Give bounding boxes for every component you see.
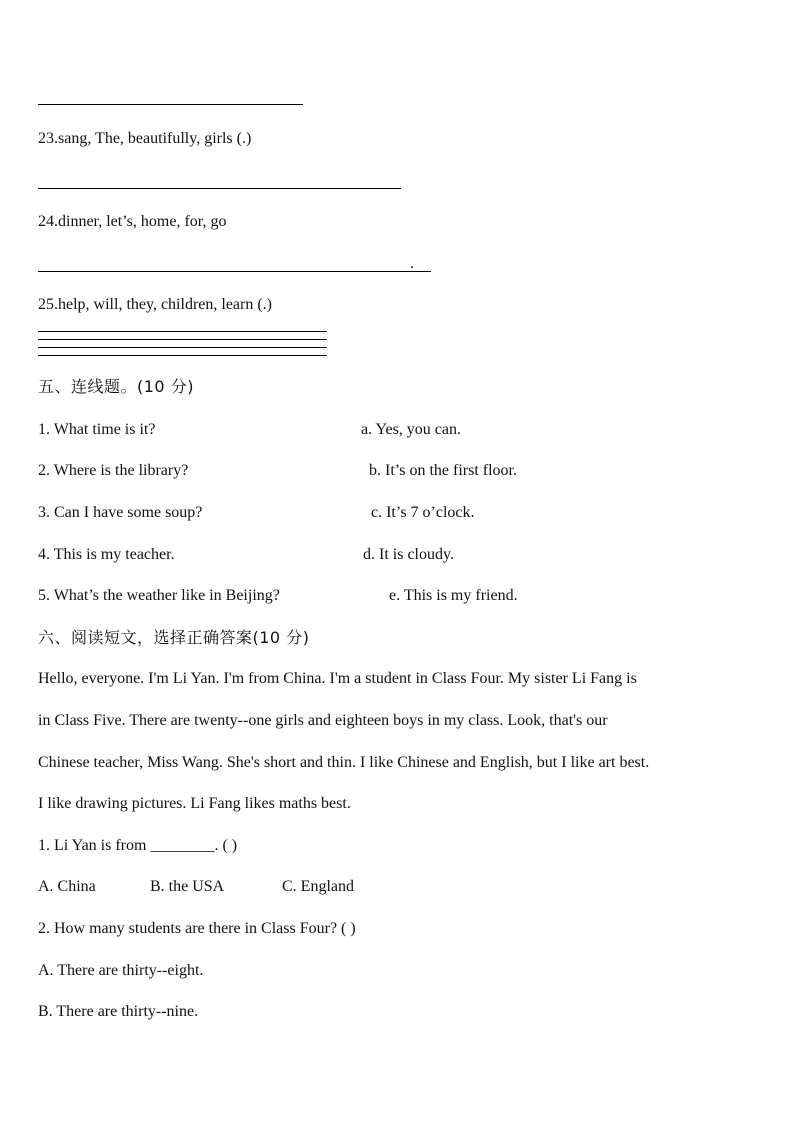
passage-line-3: Chinese teacher, Miss Wang. She's short and thin. I like Chinese and English, but I like art best. [38,754,650,771]
answer-line-25a[interactable] [38,331,327,332]
answer-line-23[interactable] [38,188,401,189]
match-answer-d: d. It is cloudy. [363,546,454,563]
match-question-4: 4. This is my teacher. [38,546,175,563]
match-question-5: 5. What’s the weather like in Beijing? [38,587,280,604]
match-answer-a: a. Yes, you can. [361,421,461,438]
answer-line-24-period: . [410,255,414,272]
q1-option-b[interactable]: B. the USA [150,878,225,895]
section6-title: 六、阅读短文，选择正确答案(10 分) [38,628,310,647]
passage-line-4: I like drawing pictures. Li Fang likes maths best. [38,795,351,812]
q1-option-c[interactable]: C. England [282,878,354,895]
q2-option-b[interactable]: B. There are thirty--nine. [38,1003,199,1020]
match-question-1: 1. What time is it? [38,421,156,438]
q1-option-a[interactable]: A. China [38,878,96,895]
match-answer-c: c. It’s 7 o’clock. [371,504,475,521]
match-question-2: 2. Where is the library? [38,462,189,479]
match-answer-e: e. This is my friend. [389,587,518,604]
match-answer-b: b. It’s on the first floor. [369,462,517,479]
answer-line-25b[interactable] [38,339,327,340]
passage-line-2: in Class Five. There are twenty--one girls and eighteen boys in my class. Look, that's our [38,712,608,729]
answer-line-24[interactable] [38,271,431,272]
passage-line-1: Hello, everyone. I'm Li Yan. I'm from China. I'm a student in Class Four. My sister Li Fang is [38,670,637,687]
match-question-3: 3. Can I have some soup? [38,504,203,521]
question-24: 24.dinner, let’s, home, for, go [38,213,227,230]
answer-line-22[interactable] [38,104,303,105]
question-23: 23.sang, The, beautifully, girls (.) [38,130,252,147]
question-25: 25.help, will, they, children, learn (.) [38,296,272,313]
answer-line-25d[interactable] [38,355,327,356]
q2-option-a[interactable]: A. There are thirty--eight. [38,962,204,979]
answer-line-25c[interactable] [38,347,327,348]
section5-title: 五、连线题。(10 分) [38,377,194,396]
reading-question-2: 2. How many students are there in Class Four? ( ) [38,920,356,937]
reading-question-1: 1. Li Yan is from ________. ( ) [38,837,238,854]
